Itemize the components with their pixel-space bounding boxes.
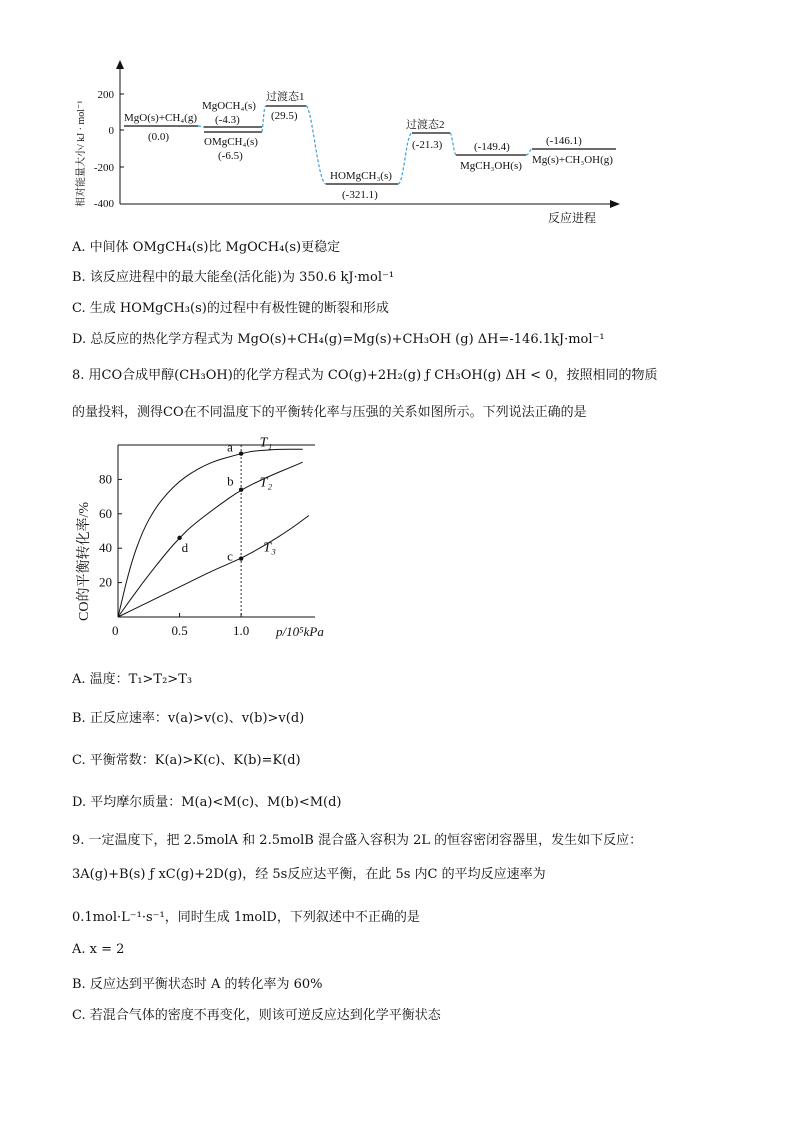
q9-stem-line3: 0.1mol·L⁻¹·s⁻¹，同时生成 1molD，下列叙述中不正确的是: [72, 910, 420, 925]
x-axis-arrow: [610, 200, 620, 208]
value-mgch3oh: (-149.4): [474, 141, 510, 153]
label-reactants: MgO(s)+CH₄(g): [124, 112, 197, 124]
ytick-0: 0: [108, 125, 114, 137]
energy-xlabel: 反应进程: [548, 211, 597, 225]
series-label-T2: T₂: [259, 475, 273, 491]
q8-stem-line2: 的量投料，测得CO在不同温度下的平衡转化率与压强的关系如图所示。下列说法正确的是: [72, 405, 587, 420]
q8-option-c: C. 平衡常数：K(a)>K(c)、K(b)=K(d): [72, 753, 301, 768]
q8-stem-line1: 8. 用CO合成甲醇(CH₃OH)的化学方程式为 CO(g)+2H₂(g) ƒ CH₃OH(g) ΔH < 0，按照相同的物质: [72, 368, 658, 383]
point-label-a: a: [227, 439, 233, 455]
q8-option-a: A. 温度：T₁>T₂>T₃: [72, 672, 193, 687]
label-mgch3oh: MgCH₃OH(s): [460, 160, 522, 172]
ytick-label: 40: [99, 540, 112, 556]
series-line-T3: [118, 516, 309, 617]
q9-option-a: A. x = 2: [72, 942, 125, 957]
energy-diagram: [0, 55, 794, 235]
connector-4: [398, 133, 412, 184]
label-ts1: 过渡态1: [266, 91, 305, 103]
point-label-d: d: [181, 539, 189, 555]
value-ts2: (-21.3): [412, 139, 443, 151]
q9-option-c: C. 若混合气体的密度不再变化，则该可逆反应达到化学平衡状态: [72, 1008, 441, 1023]
xtick-0: 0: [112, 623, 119, 638]
connector-2: [262, 106, 266, 132]
value-products: (-146.1): [546, 135, 582, 147]
conversion-chart: [60, 425, 350, 650]
label-mgoch4: MgOCH₄(s): [202, 100, 256, 112]
q9-option-b: B. 反应达到平衡状态时 A 的转化率为 60%: [72, 977, 323, 992]
energy-ylabel: 相对能量大小/ kJ · mol⁻¹: [76, 100, 87, 207]
connector-1: [198, 126, 204, 127]
q8-option-d: D. 平均摩尔质量：M(a)<M(c)、M(b)<M(d): [72, 795, 342, 810]
ytick-neg200: -200: [93, 162, 114, 174]
chart-ylabel: CO的平衡转化率/%: [77, 502, 92, 621]
value-mgoch4: (-4.3): [215, 114, 240, 126]
connector-5: [450, 133, 456, 155]
ytick-label: 80: [99, 471, 112, 487]
label-homgch3: HOMgCH₃(s): [330, 170, 392, 182]
q7-option-b: B. 该反应进程中的最大能垒(活化能)为 350.6 kJ·mol⁻¹: [72, 270, 395, 285]
ytick-label: 20: [99, 574, 112, 590]
connector-3: [306, 106, 326, 184]
q9-stem-line2: 3A(g)+B(s) ƒ xC(g)+2D(g)，经 5s反应达平衡，在此 5s 内C 的平均反应速率为: [72, 867, 546, 882]
y-axis-arrow: [116, 60, 124, 69]
series-line-T2: [118, 462, 303, 617]
ytick-neg400: -400: [93, 198, 114, 210]
series-line-T1: [118, 449, 303, 617]
value-ts1: (29.5): [271, 110, 298, 122]
q7-option-d: D. 总反应的热化学方程式为 MgO(s)+CH₄(g)=Mg(s)+CH₃OH (g) ΔH=-146.1kJ·mol⁻¹: [72, 332, 605, 347]
label-ts2: 过渡态2: [406, 119, 445, 131]
q9-stem-line1: 9. 一定温度下，把 2.5molA 和 2.5molB 混合盛入容积为 2L 的恒容密闭容器里，发生如下反应：: [72, 833, 643, 848]
chart-xlabel: p/10⁵kPa: [276, 624, 324, 639]
xtick-label: 1.0: [233, 623, 250, 638]
value-reactants: (0.0): [148, 131, 170, 143]
q7-option-a: A. 中间体 OMgCH₄(s)比 MgOCH₄(s)更稳定: [72, 240, 341, 255]
label-products: Mg(s)+CH₃OH(g): [532, 154, 613, 166]
point-label-b: b: [227, 473, 234, 489]
series-label-T1: T₁: [259, 435, 273, 451]
point-label-c: c: [227, 548, 233, 564]
ytick-200: 200: [97, 89, 114, 101]
value-omgch4: (-6.5): [218, 150, 243, 162]
label-omgch4: OMgCH₄(s): [204, 136, 258, 148]
series-label-T3: T₃: [263, 540, 276, 556]
ytick-label: 60: [99, 505, 112, 521]
xtick-label: 0.5: [171, 623, 188, 638]
q7-option-c: C. 生成 HOMgCH₃(s)的过程中有极性键的断裂和形成: [72, 301, 389, 316]
value-homgch3: (-321.1): [342, 189, 378, 201]
q8-option-b: B. 正反应速率：v(a)>v(c)、v(b)>v(d): [72, 711, 305, 726]
